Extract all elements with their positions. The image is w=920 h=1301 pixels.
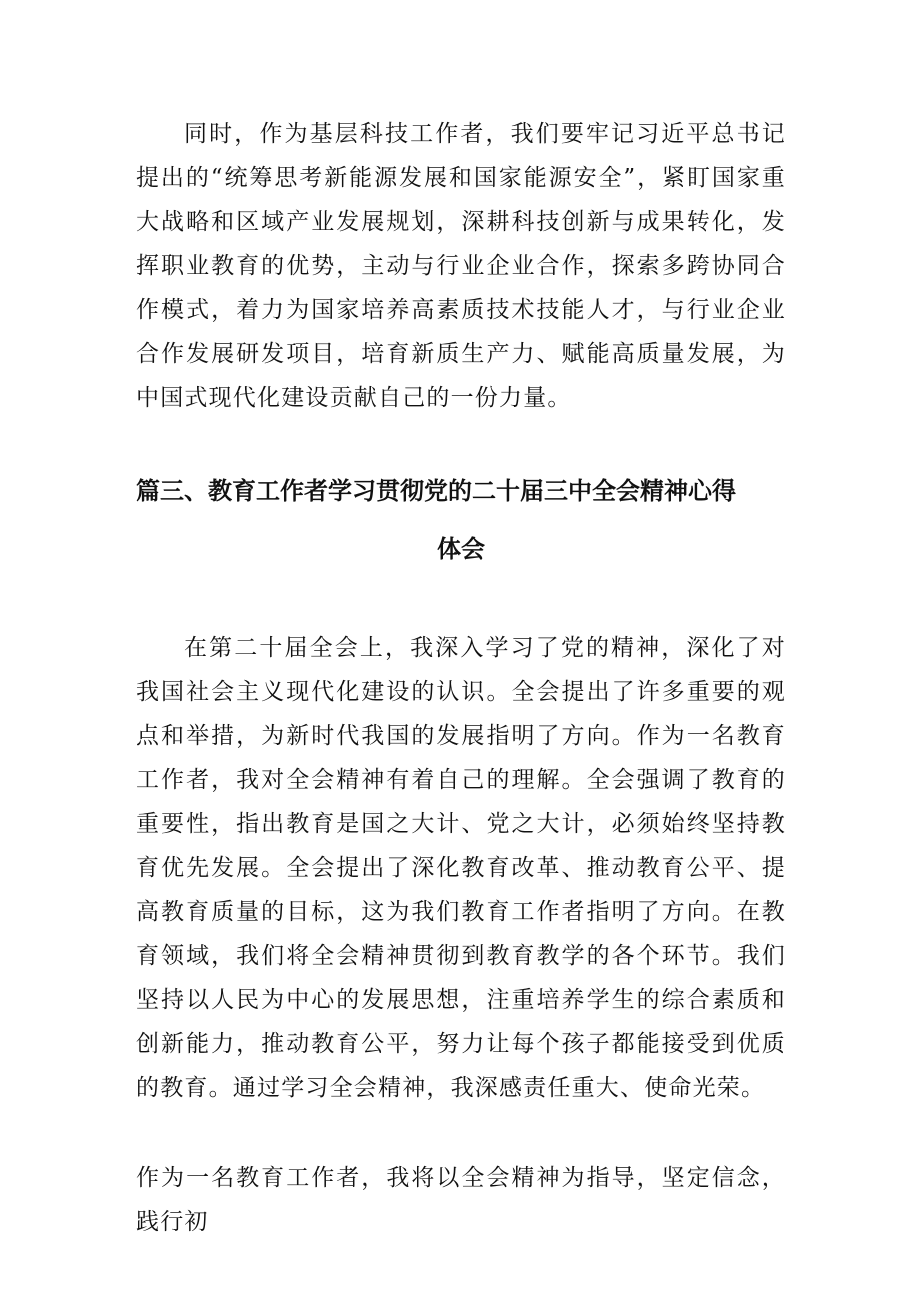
section-heading-line-1: 篇三、教育工作者学习贯彻党的二十届三中全会精神心得 bbox=[136, 477, 736, 505]
section-heading-line-2: 体会 bbox=[437, 535, 485, 563]
body-paragraph: 同时，作为基层科技工作者，我们要牢记习近平总书记提出的“统筹思考新能源发展和国家能源安全”，紧盯国家重大战略和区域产业发展规划，深耕科技创新与成果转化，发挥职业教育的优势，主动与行业企业合作，探索多跨协同合作模式，着力为国家培养高素质技术技能人才，与行业企业合作发展研发项目，培育新质生产力、赋能高质量发展，为中国式现代化建设贡献自己的一份力量。 bbox=[136, 121, 786, 411]
body-paragraph: 作为一名教育工作者，我将以全会精神为指导，坚定信念，践行初 bbox=[136, 1165, 786, 1235]
body-paragraph: 在第二十届全会上，我深入学习了党的精神，深化了对我国社会主义现代化建设的认识。全会提出了许多重要的观点和举措，为新时代我国的发展指明了方向。作为一名教育工作者，我对全会精神有着自己的理解。全会强调了教育的重要性，指出教育是国之大计、党之大计，必须始终坚持教育优先发展。全会提出了深化教育改革、推动教育公平、提高教育质量的目标，这为我们教育工作者指明了方向。在教育领域，我们将全会精神贯彻到教育教学的各个环节。我们坚持以人民为中心的发展思想，注重培养学生的综合素质和创新能力，推动教育公平，努力让每个孩子都能接受到优质的教育。通过学习全会精神，我深感责任重大、使命光荣。 bbox=[136, 635, 786, 1101]
